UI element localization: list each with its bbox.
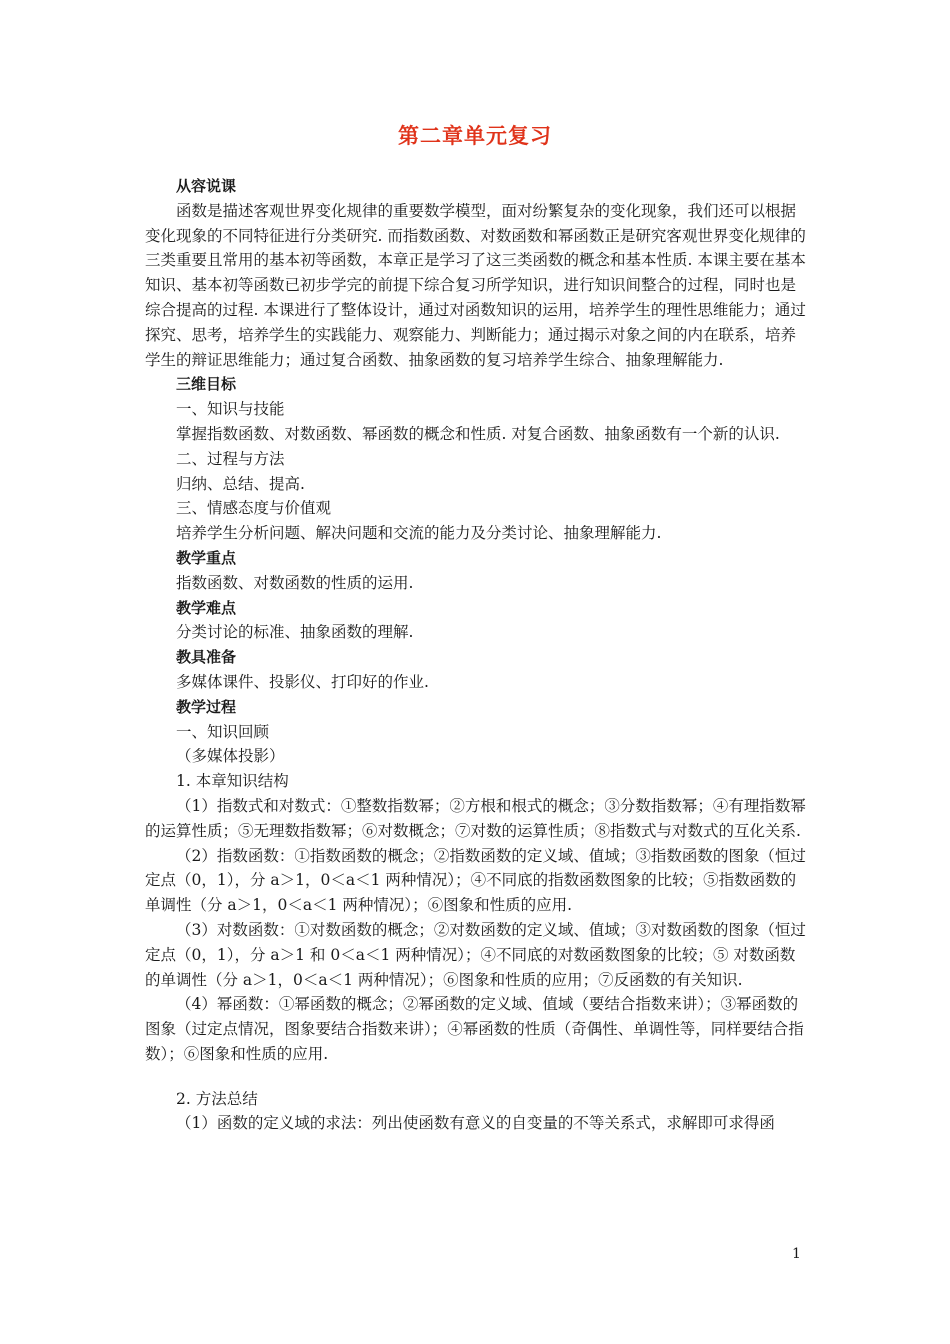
process-heading: 教学过程 [176, 697, 237, 716]
goal2-title: 二、过程与方法 [176, 449, 285, 468]
goal2-text: 归纳、总结、提高. [176, 474, 305, 493]
review-title: 一、知识回顾 [176, 722, 270, 741]
structure-item-4: （4）幂函数：①幂函数的概念；②幂函数的定义域、值域（要结合指数来讲）；③幂函数的图象（过定点情况，图象要结合指数来讲）；④幂函数的性质（奇偶性、单调性等，同样要结合指数）；⑥图象和性质的应用. [145, 995, 804, 1063]
structure-item-1: （1）指数式和对数式：①整数指数幂；②方根和根式的概念；③分数指数幂；④有理指数幂的运算性质；⑤无理数指数幂；⑥对数概念；⑦对数的运算性质；⑧指数式与对数式的互化关系. [145, 796, 806, 840]
key-text: 指数函数、对数函数的性质的运用. [176, 573, 414, 592]
method-item-1: （1）函数的定义域的求法：列出使函数有意义的自变量的不等关系式，求解即可求得函 [176, 1114, 775, 1133]
goal3-title: 三、情感态度与价值观 [176, 499, 332, 518]
review-note: （多媒体投影） [176, 747, 285, 766]
goals-heading: 三维目标 [176, 375, 237, 394]
goal1-title: 一、知识与技能 [176, 400, 285, 419]
goal3-text: 培养学生分析问题、解决问题和交流的能力及分类讨论、抽象理解能力. [176, 524, 662, 543]
method-title: 2. 方法总结 [176, 1089, 258, 1108]
key-heading: 教学重点 [176, 548, 237, 567]
document-body [145, 174, 810, 1136]
structure-item-3: （3）对数函数：①对数函数的概念；②对数函数的定义域、值域；③对数函数的图象（恒过定点（0，1），分 a＞1 和 0＜a＜1 两种情况）；④不同底的对数函数图象的比较；⑤ 对数函数的单调性（分 a＞1，0＜a＜1 两种情况）；⑥图象和性质的应用；⑦反函数的有关知识. [145, 920, 806, 989]
difficulty-heading: 教学难点 [176, 598, 237, 617]
intro-paragraph: 函数是描述客观世界变化规律的重要数学模型，面对纷繁复杂的变化现象，我们还可以根据变化现象的不同特征进行分类研究. 而指数函数、对数函数和幂函数正是研究客观世界变化规律的三类重要且常用的基本初等函数，本章正是学习了这三类函数的概念和基本性质. 本课主要在基本知识、基本初等函数已初步学完的前提下综合复习所学知识，进行知识间整合的过程，同时也是综合提高的过程. 本课进行了整体设计，通过对函数知识的运用，培养学生的理性思维能力；通过探究、思考，培养学生的实践能力、观察能力、判断能力；通过揭示对象之间的内在联系，培养学生的辩证思维能力；通过复合函数、抽象函数的复习培养学生综合、抽象理解能力. [145, 201, 806, 369]
prep-heading: 教具准备 [176, 648, 237, 667]
page-number: 1 [792, 1246, 801, 1262]
intro-heading: 从容说课 [176, 177, 237, 195]
page-title: 第二章单元复习 [398, 124, 552, 148]
goal1-text: 掌握指数函数、对数函数、幂函数的概念和性质. 对复合函数、抽象函数有一个新的认识. [176, 424, 780, 443]
prep-text: 多媒体课件、投影仪、打印好的作业. [176, 672, 429, 691]
difficulty-text: 分类讨论的标准、抽象函数的理解. [176, 623, 414, 642]
structure-title: 1. 本章知识结构 [176, 772, 289, 791]
structure-item-2: （2）指数函数：①指数函数的概念；②指数函数的定义域、值域；③指数函数的图象（恒过定点（0，1），分 a＞1，0＜a＜1 两种情况）；④不同底的指数函数图象的比较；⑤指数函数的单调性（分 a＞1，0＜a＜1 两种情况）；⑥图象和性质的应用. [145, 846, 806, 915]
